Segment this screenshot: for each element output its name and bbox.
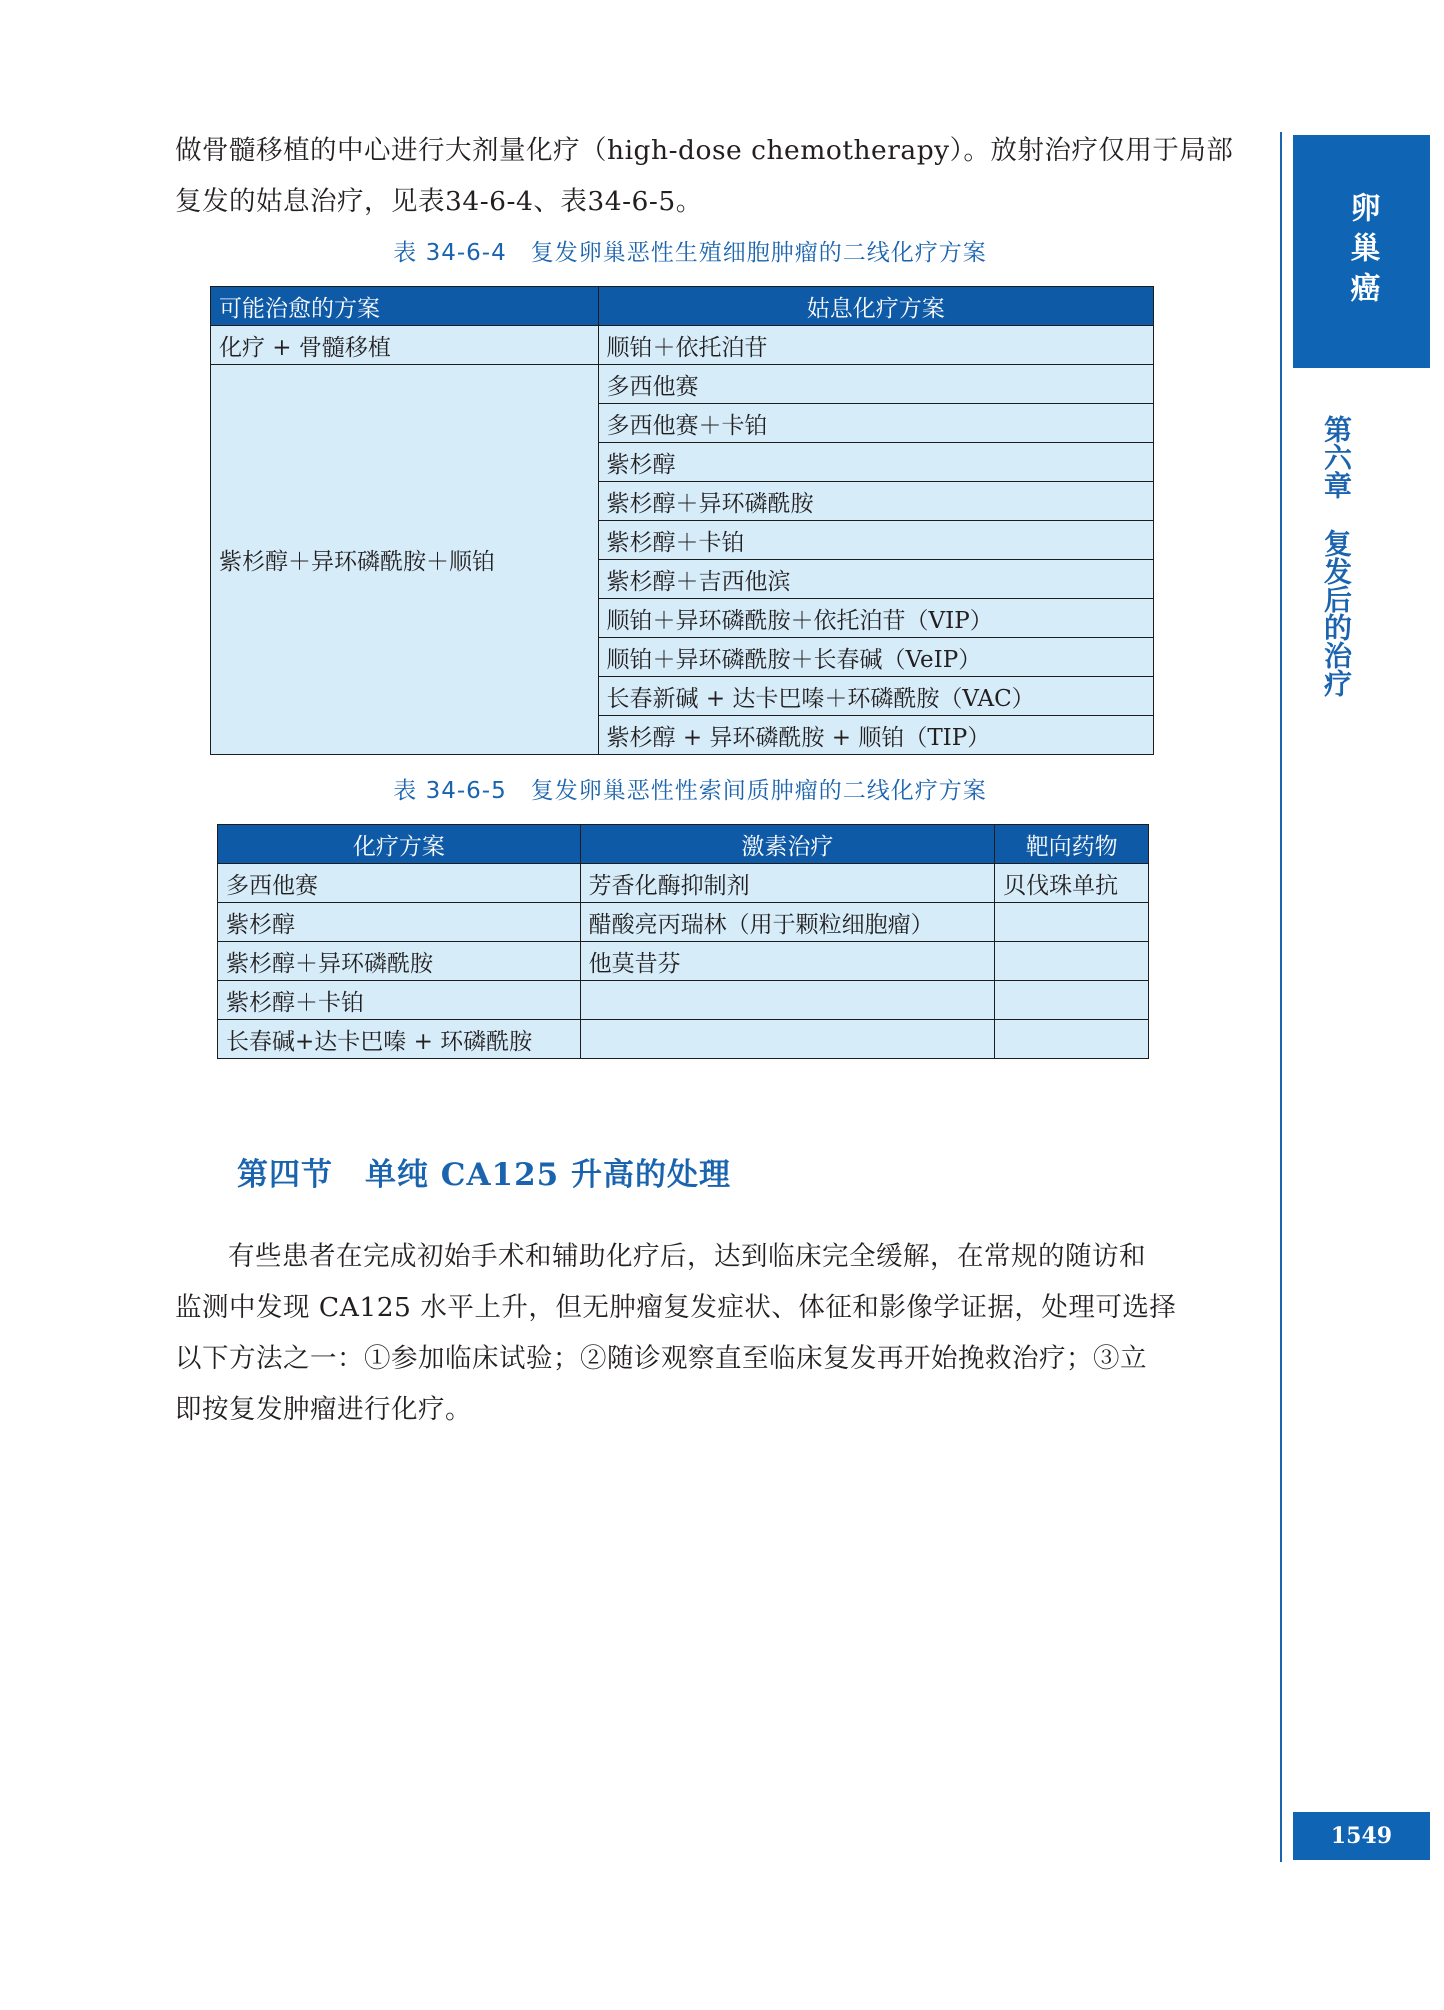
table-cell [580, 1020, 995, 1059]
sidebar-rule [1280, 132, 1282, 1862]
section-paragraph [175, 1231, 1205, 1435]
table-cell: 长春碱+达卡巴嗪 + 环磷酰胺 [218, 1020, 581, 1059]
table-cell: 紫杉醇 [598, 443, 1153, 482]
table1-merged-cell: 紫杉醇＋异环磷酰胺＋顺铂 [211, 365, 599, 755]
table-cell: 顺铂＋异环磷酰胺＋长春碱（VeIP） [598, 638, 1153, 677]
table-cell [995, 942, 1149, 981]
table-row [218, 1020, 1149, 1059]
table-row [211, 365, 1154, 404]
table-cell [580, 981, 995, 1020]
table-cell: 他莫昔芬 [580, 942, 995, 981]
section-line: 有些患者在完成初始手术和辅助化疗后，达到临床完全缓解，在常规的随访和 [228, 1241, 1146, 1272]
table1-header-curative: 可能治愈的方案 [211, 287, 599, 326]
table-row [211, 326, 1154, 365]
table-row [218, 942, 1149, 981]
table-cell: 顺铂＋依托泊苷 [598, 326, 1153, 365]
table2-header-row [218, 825, 1149, 864]
table-cell: 化疗 + 骨髓移植 [211, 326, 599, 365]
section-heading: 第四节 单纯 CA125 升高的处理 [237, 1157, 732, 1193]
table-cell: 长春新碱 + 达卡巴嗪＋环磷酰胺（VAC） [598, 677, 1153, 716]
sidebar-chapter-title: 复发后的治疗 [1320, 529, 1353, 697]
table1-header-row [211, 287, 1154, 326]
table-cell: 紫杉醇＋吉西他滨 [598, 560, 1153, 599]
table-cell: 贝伐珠单抗 [995, 864, 1149, 903]
table-cell: 紫杉醇＋异环磷酰胺 [598, 482, 1153, 521]
table-row [218, 864, 1149, 903]
intro-line: 复发的姑息治疗，见表34-6-4、表34-6-5。 [175, 186, 703, 217]
table2-header-hormone: 激素治疗 [580, 825, 995, 864]
table-cell: 紫杉醇＋卡铂 [218, 981, 581, 1020]
table-cell: 多西他赛 [218, 864, 581, 903]
table-cell: 醋酸亮丙瑞林（用于颗粒细胞瘤） [580, 903, 995, 942]
section-line: 以下方法之一：①参加临床试验；②随诊观察直至临床复发再开始挽救治疗；③立 [175, 1343, 1147, 1374]
table2-header-targeted: 靶向药物 [995, 825, 1149, 864]
table-cell: 紫杉醇 + 异环磷酰胺 + 顺铂（TIP） [598, 716, 1153, 755]
table-cell [995, 981, 1149, 1020]
table-cell: 多西他赛＋卡铂 [598, 404, 1153, 443]
sidebar-tab-text: 卵巢癌 [1344, 191, 1380, 312]
table1 [210, 286, 1154, 755]
table2 [217, 824, 1149, 1059]
sidebar-chapter [1320, 415, 1353, 697]
table2-caption: 表 34-6-5 复发卵巢恶性性索间质肿瘤的二线化疗方案 [393, 778, 987, 804]
sidebar-tab [1293, 135, 1430, 368]
table-cell [995, 1020, 1149, 1059]
table-cell: 紫杉醇＋卡铂 [598, 521, 1153, 560]
intro-paragraph [175, 125, 1234, 227]
table-cell: 紫杉醇＋异环磷酰胺 [218, 942, 581, 981]
section-line: 监测中发现 CA125 水平上升，但无肿瘤复发症状、体征和影像学证据，处理可选择 [175, 1292, 1177, 1323]
table-row [218, 903, 1149, 942]
table-cell: 顺铂＋异环磷酰胺＋依托泊苷（VIP） [598, 599, 1153, 638]
table1-header-palliative: 姑息化疗方案 [598, 287, 1153, 326]
sidebar-chapter-number: 第六章 [1320, 415, 1353, 499]
table-cell: 紫杉醇 [218, 903, 581, 942]
page-number: 1549 [1293, 1812, 1430, 1860]
intro-line: 做骨髓移植的中心进行大剂量化疗（high-dose chemotherapy）。放射治疗仅用于局部 [175, 135, 1234, 166]
table-cell: 多西他赛 [598, 365, 1153, 404]
table2-header-chemo: 化疗方案 [218, 825, 581, 864]
section-line: 即按复发肿瘤进行化疗。 [175, 1394, 472, 1425]
table1-caption: 表 34-6-4 复发卵巢恶性生殖细胞肿瘤的二线化疗方案 [393, 240, 987, 266]
table-row [218, 981, 1149, 1020]
table-cell [995, 903, 1149, 942]
table-cell: 芳香化酶抑制剂 [580, 864, 995, 903]
